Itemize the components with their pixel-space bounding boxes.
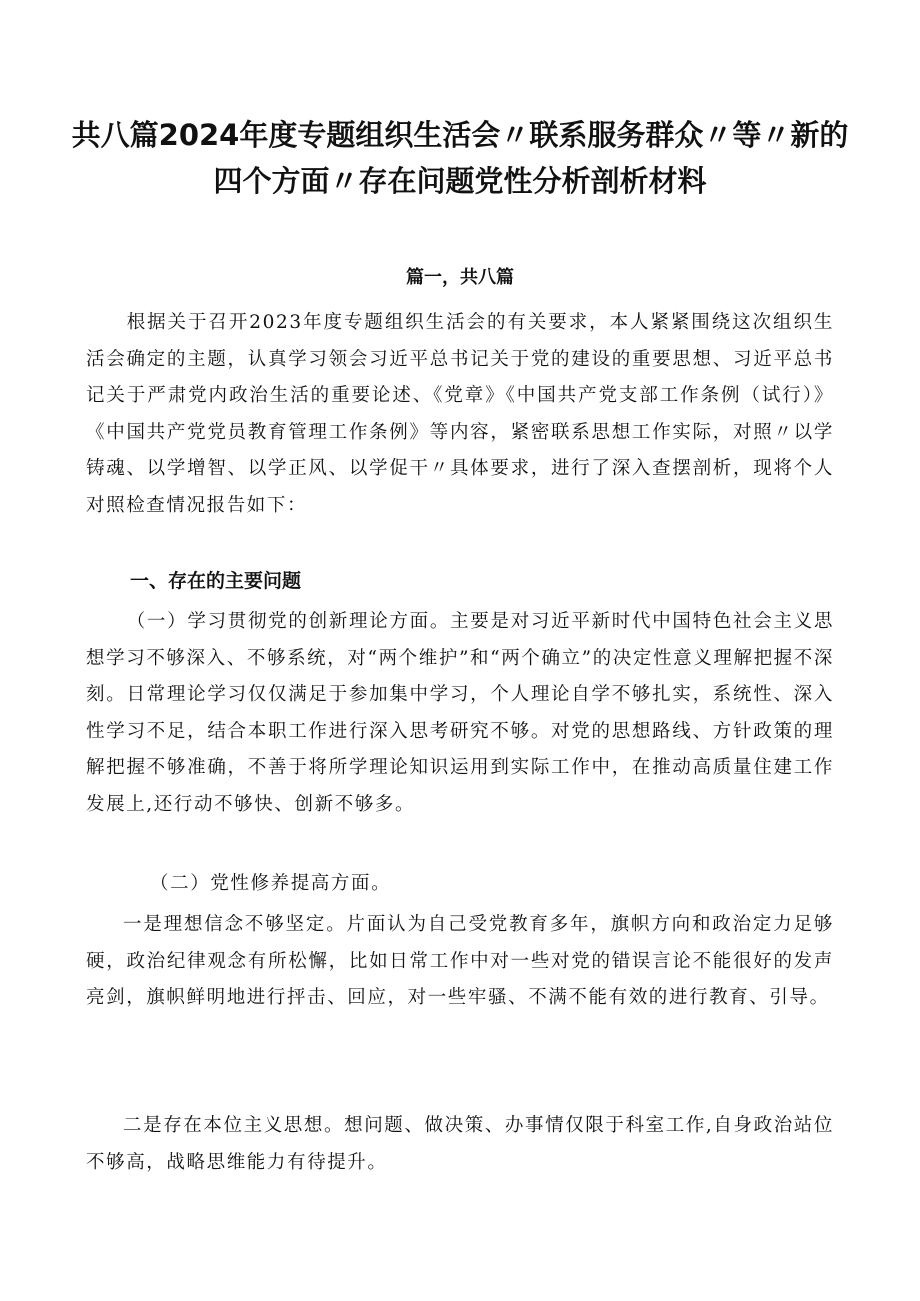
section-heading: 篇一，共八篇 bbox=[406, 267, 514, 288]
item-2-heading: （二）党性修养提高方面。 bbox=[150, 873, 392, 894]
point-1-paragraph: 一是理想信念不够坚定。片面认为自己受党教育多年，旗帜方向和政治定力足够硬，政治纪律观念有所松懈，比如日常工作中对一些对党的错误言论不能很好的发声亮剑，旗帜鲜明地进行抨击、回应，对一些牢骚、不满不能有效的进行教育、引导。 bbox=[86, 914, 834, 1009]
point-2-paragraph: 二是存在本位主义思想。想问题、做决策、办事情仅限于科室工作,自身政治站位不够高，战略思维能力有待提升。 bbox=[86, 1115, 834, 1173]
document-title: 共八篇2024年度专题组织生活会〃联系服务群众〃等〃新的四个方面〃存在问题党性分析剖析材料 bbox=[71, 118, 849, 198]
item-1-paragraph: （一）学习贯彻党的创新理论方面。主要是对习近平新时代中国特色社会主义思想学习不够深入、不够系统，对“两个维护”和“两个确立”的决定性意义理解把握不深刻。日常理论学习仅仅满足于参加集中学习，个人理论自学不够扎实，系统性、深入性学习不足，结合本职工作进行深入思考研究不够。对党的思想路线、方针政策的理解把握不够准确，不善于将所学理论知识运用到实际工作中，在推动高质量住建工作发展上,还行动不够快、创新不够多。 bbox=[86, 611, 834, 815]
intro-paragraph: 根据关于召开2023年度专题组织生活会的有关要求，本人紧紧围绕这次组织生活会确定的主题，认真学习领会习近平总书记关于党的建设的重要思想、习近平总书记关于严肃党内政治生活的重要论述、《党章》《中国共产党支部工作条例（试行）》《中国共产党党员教育管理工作条例》等内容，紧密联系思想工作实际，对照〃以学铸魂、以学增智、以学正风、以学促干〃具体要求，进行了深入查摆剖析，现将个人对照检查情况报告如下： bbox=[86, 312, 834, 516]
heading-main-problems: 一、存在的主要问题 bbox=[130, 570, 302, 592]
